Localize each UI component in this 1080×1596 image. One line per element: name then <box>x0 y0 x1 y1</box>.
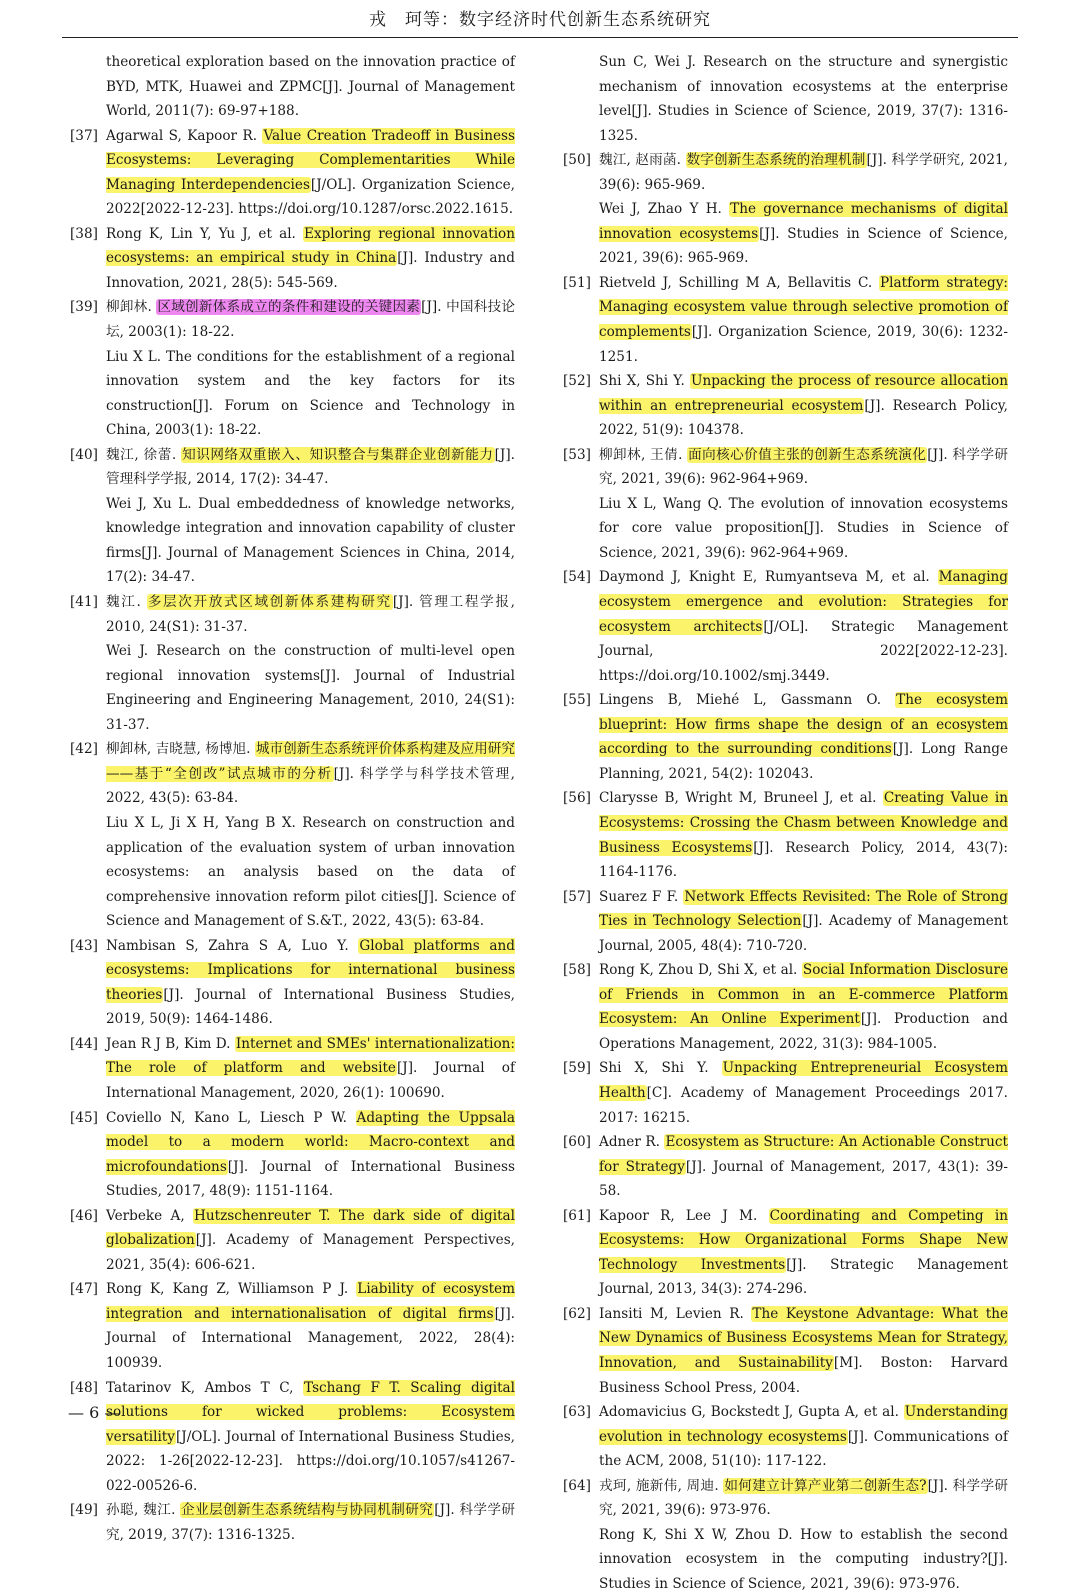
reference-number: [64] <box>563 1477 591 1494</box>
reference-segment: 魏江, 徐蕾. <box>106 446 182 463</box>
reference-entry <box>563 1204 1008 1302</box>
reference-text <box>599 688 1008 786</box>
reference-text <box>106 639 515 737</box>
reference-text <box>599 1400 1008 1474</box>
reference-entry <box>563 958 1008 1056</box>
reference-text <box>106 1376 515 1499</box>
reference-segment: Kapoor R, Lee J M. <box>599 1207 769 1224</box>
reference-translation <box>70 345 515 443</box>
reference-text <box>106 222 515 296</box>
highlighted-title: The Keystone Advantage: What the New Dynamics of Business Ecosystems Mean for Strategy, Innovation, and Sustainability <box>599 1305 1008 1371</box>
reference-text <box>106 1106 515 1204</box>
reference-segment: 孙聪, 魏江. <box>106 1502 181 1519</box>
reference-number: [48] <box>70 1379 98 1396</box>
reference-segment: Coviello N, Kano L, Liesch P W. <box>106 1109 356 1126</box>
reference-entry <box>70 124 515 222</box>
reference-text <box>106 934 515 1032</box>
reference-segment: [J]. Journal of International Business Studies, 2019, 50(9): 1464-1486. <box>106 986 515 1028</box>
highlighted-title: Platform strategy: Managing ecosystem value through selective promotion of complements <box>599 274 1009 341</box>
highlighted-title: Value Creation Tradeoff in Business Ecosystems: Leveraging Complementarities While Managing Interdependencies <box>106 127 515 193</box>
reference-segment: [M]. Boston: Harvard Business School Press, 2004. <box>599 1354 1009 1396</box>
highlighted-title: 企业层创新生态系统结构与协同机制研究 <box>181 1502 434 1519</box>
reference-entry <box>563 1302 1008 1400</box>
reference-text <box>106 50 515 124</box>
reference-entry <box>563 688 1008 786</box>
reference-segment: Suarez F F. <box>599 888 684 905</box>
reference-segment: Adomavicius G, Bockstedt J, Gupta A, et al. <box>599 1404 904 1421</box>
reference-entry <box>563 271 1008 369</box>
highlighted-title: Liability of ecosystem integration and internationalisation of digital firms <box>106 1281 515 1322</box>
reference-entry <box>70 1376 515 1499</box>
highlighted-title: Understanding evolution in technology ecosystems <box>599 1404 1008 1445</box>
reference-number: [37] <box>70 127 98 144</box>
reference-text <box>106 345 515 443</box>
reference-entry <box>563 443 1008 492</box>
highlighted-title: Unpacking Entrepreneurial Ecosystem Health <box>599 1060 1008 1101</box>
highlighted-title: 数字创新生态系统的治理机制 <box>686 152 866 169</box>
reference-text <box>599 1204 1008 1302</box>
reference-number: [51] <box>563 274 591 291</box>
reference-text <box>106 295 515 344</box>
reference-segment: Tatarinov K, Ambos T C, <box>106 1379 303 1396</box>
highlighted-title: Hutzschenreuter T. The dark side of digital globalization <box>106 1207 515 1249</box>
reference-number: [41] <box>70 594 98 611</box>
reference-entry <box>70 443 515 492</box>
highlighted-title: 面向核心价值主张的创新生态系统演化 <box>688 446 927 463</box>
reference-segment: Daymond J, Knight E, Rumyantseva M, et al. <box>599 569 938 586</box>
reference-number: [57] <box>563 888 591 905</box>
reference-entry <box>563 369 1008 443</box>
reference-segment: Liu X L, Wang Q. The evolution of innovation ecosystems for core value proposition[J]. Studies in Science of Science, 2021, 39(6): 962-964+969. <box>599 495 1008 561</box>
reference-segment: 柳卸林, 王倩. <box>599 446 688 463</box>
reference-text <box>599 50 1008 148</box>
reference-number: [55] <box>563 692 591 709</box>
reference-number: [63] <box>563 1404 591 1421</box>
header-rule <box>62 37 1018 38</box>
reference-entry <box>563 565 1008 688</box>
reference-entry <box>70 1204 515 1278</box>
page-number: — 6 — <box>68 1403 121 1422</box>
reference-segment: 柳卸林. <box>106 299 157 316</box>
reference-entry <box>563 1400 1008 1474</box>
highlighted-title: Creating Value in Ecosystems: Crossing the Chasm between Knowledge and Business Ecosystems <box>599 790 1008 856</box>
highlighted-title-pink: 区域创新体系成立的条件和建设的关键因素 <box>157 299 421 316</box>
reference-segment: [J/OL]. Strategic Management Journal, 2022[2022-12-23]. https://doi.org/10.1002/smj.3449. <box>599 618 1008 684</box>
reference-segment: 戎珂, 施新伟, 周迪. <box>599 1477 724 1494</box>
reference-segment: Lingens B, Miehé L, Gassmann O. <box>599 692 896 709</box>
reference-text <box>599 1523 1008 1596</box>
reference-segment: Agarwal S, Kapoor R. <box>106 127 263 144</box>
highlighted-title: 知识网络双重嵌入、知识整合与集群企业创新能力 <box>182 446 494 463</box>
reference-text <box>599 1056 1008 1130</box>
reference-segment: Liu X L. The conditions for the establishment of a regional innovation system and the key factors for its construction[J]. Forum on Science and Technology in China, 2003(1): 18-22. <box>106 348 515 439</box>
reference-number: [61] <box>563 1207 591 1224</box>
reference-segment: [J]. 科学学研究, 2019, 37(7): 1316-1325. <box>106 1502 515 1543</box>
reference-segment: [J]. 科学学与科学技术管理, 2022, 43(5): 63-84. <box>106 765 515 807</box>
reference-text <box>599 958 1008 1056</box>
reference-text <box>106 443 515 492</box>
highlighted-title: Ecosystem as Structure: An Actionable Construct for Strategy <box>599 1134 1009 1175</box>
reference-segment: [J]. 管理工程学报, 2010, 24(S1): 31-37. <box>106 594 515 635</box>
reference-entry <box>563 1474 1008 1523</box>
reference-text <box>106 492 515 590</box>
reference-segment: 魏江, 赵雨菡. <box>599 152 686 169</box>
highlighted-title: Internet and SMEs' internationalization: The role of platform and website <box>106 1035 516 1077</box>
reference-text <box>599 565 1008 688</box>
reference-number: [44] <box>70 1035 98 1052</box>
highlighted-title: The ecosystem blueprint: How firms shape the design of an ecosystem according to the surrounding conditions <box>599 692 1008 758</box>
highlighted-title: Managing ecosystem emergence and evolution: Strategies for ecosystem architects <box>599 569 1008 635</box>
reference-text <box>599 786 1008 884</box>
reference-text <box>106 1498 515 1547</box>
reference-entry <box>563 148 1008 197</box>
reference-translation <box>563 197 1008 271</box>
reference-text <box>106 124 515 222</box>
reference-translation <box>70 811 515 934</box>
highlighted-title: The governance mechanisms of digital innovation ecosystems <box>599 201 1008 242</box>
highlighted-title: Global platforms and ecosystems: Implications for international business theories <box>106 937 515 1003</box>
reference-entry <box>70 1032 515 1106</box>
reference-entry <box>70 1277 515 1375</box>
reference-segment: [J]. Research Policy, 2022, 51(9): 104378. <box>599 397 1009 439</box>
reference-number: [47] <box>70 1281 98 1298</box>
reference-number: [42] <box>70 741 98 758</box>
reference-segment: Verbeke A, <box>106 1207 194 1224</box>
reference-segment: [J]. Journal of International Management, 2020, 26(1): 100690. <box>106 1060 515 1101</box>
reference-segment: Rietveld J, Schilling M A, Bellavitis C. <box>599 274 880 291</box>
reference-text <box>106 1204 515 1278</box>
highlighted-title: Coordinating and Competing in Ecosystems: How Organizational Forms Shape New Technology Investments <box>599 1207 1009 1273</box>
reference-segment: [J]. Production and Operations Management, 2022, 31(3): 984-1005. <box>599 1011 1008 1052</box>
reference-number: [60] <box>563 1134 591 1151</box>
reference-entry <box>70 295 515 344</box>
reference-number: [49] <box>70 1502 98 1519</box>
reference-segment: [J]. Journal of International Management, 2022, 28(4): 100939. <box>106 1305 515 1371</box>
highlighted-title: 多层次开放式区域创新体系建构研究 <box>147 594 392 611</box>
reference-segment: Sun C, Wei J. Research on the structure and synergistic mechanism of innovation ecosystems at the enterprise level[J]. Studies in Science of Science, 2019, 37(7): 1316-1325. <box>599 54 1008 144</box>
highlighted-title: Tschang F T. Scaling digital solutions for wicked problems: Ecosystem versatility <box>106 1379 515 1445</box>
reference-text <box>106 1032 515 1106</box>
reference-number: [54] <box>563 569 591 586</box>
reference-text <box>106 737 515 811</box>
reference-segment: [J/OL]. Organization Science, 2022[2022-12-23]. https://doi.org/10.1287/orsc.2022.1615. <box>106 176 515 218</box>
reference-translation <box>70 492 515 590</box>
reference-text <box>106 590 515 639</box>
reference-segment: Rong K, Kang Z, Williamson P J. <box>106 1281 357 1298</box>
highlighted-title: Unpacking the process of resource allocation within an entrepreneurial ecosystem <box>599 373 1008 414</box>
reference-text <box>599 271 1008 369</box>
reference-number: [59] <box>563 1060 591 1077</box>
reference-segment: Nambisan S, Zahra S A, Luo Y. <box>106 937 359 954</box>
reference-number: [40] <box>70 446 98 463</box>
reference-entry <box>70 222 515 296</box>
reference-entry <box>70 1106 515 1204</box>
reference-segment: [J]. 科学学研究, 2021, 39(6): 965-969. <box>599 152 1008 193</box>
highlighted-title: Social Information Disclosure of Friends in Common in an E-commerce Platform Ecosystem: An Online Experiment <box>599 962 1008 1028</box>
highlighted-title: 如何建立计算产业第二创新生态? <box>724 1477 927 1494</box>
reference-segment: Wei J, Zhao Y H. <box>599 201 730 218</box>
reference-segment: Shi X, Shi Y. <box>599 373 690 390</box>
reference-text <box>106 811 515 934</box>
reference-translation <box>563 1523 1008 1596</box>
reference-segment: [J]. Industry and Innovation, 2021, 28(5): 545-569. <box>106 250 515 291</box>
reference-number: [39] <box>70 299 98 316</box>
reference-text <box>599 1302 1008 1400</box>
reference-number: [38] <box>70 225 98 242</box>
reference-segment: Wei J, Xu L. Dual embeddedness of knowledge networks, knowledge integration and innovation capability of cluster firms[J]. Journal of Management Sciences in China, 2014, 17(2): 34-47. <box>106 495 515 586</box>
reference-segment: Iansiti M, Levien R. <box>599 1305 752 1322</box>
reference-segment: theoretical exploration based on the innovation practice of BYD, MTK, Huawei and ZPMC[J]. Journal of Management World, 2011(7): 69-97+188. <box>106 54 515 120</box>
reference-segment: Rong K, Shi X W, Zhou D. How to establish the second innovation ecosystem in the computing industry?[J]. Studies in Science of Science, 2021, 39(6): 973-976. <box>599 1526 1008 1592</box>
running-header: 戎 珂等：数字经济时代创新生态系统研究 <box>369 10 711 30</box>
reference-number: [56] <box>563 790 591 807</box>
reference-segment: Shi X, Shi Y. <box>599 1060 722 1077</box>
reference-segment: [J]. 科学学研究, 2021, 39(6): 962-964+969. <box>599 446 1009 488</box>
reference-segment: [J]. Strategic Management Journal, 2013, 34(3): 274-296. <box>599 1256 1009 1298</box>
highlighted-title: Network Effects Revisited: The Role of Strong Ties in Technology Selection <box>599 888 1008 930</box>
reference-entry <box>563 1056 1008 1130</box>
reference-number: [43] <box>70 937 98 954</box>
reference-text <box>599 1130 1008 1204</box>
right-column <box>563 50 1008 1596</box>
reference-segment: [J]. Organization Science, 2019, 30(6): 1232-1251. <box>599 324 1008 365</box>
reference-number: [58] <box>563 962 591 979</box>
reference-segment: [J]. 科学学研究, 2021, 39(6): 973-976. <box>599 1477 1008 1519</box>
reference-segment: [J]. Journal of International Business Studies, 2017, 48(9): 1151-1164. <box>106 1158 515 1200</box>
reference-segment: [J]. 中国科技论坛, 2003(1): 18-22. <box>106 299 515 341</box>
reference-number: [50] <box>563 152 591 169</box>
reference-translation <box>563 50 1008 148</box>
reference-segment: Rong K, Zhou D, Shi X, et al. <box>599 962 802 979</box>
reference-segment: [J/OL]. Journal of International Business Studies, 2022: 1-26[2022-12-23]. https://doi.org/10.1057/s41267-022-00526-6. <box>106 1428 515 1494</box>
reference-number: [52] <box>563 373 591 390</box>
reference-segment: Adner R. <box>599 1134 665 1151</box>
reference-segment: [J]. Studies in Science of Science, 2021, 39(6): 965-969. <box>599 225 1008 267</box>
reference-text <box>106 1277 515 1375</box>
reference-segment: Clarysse B, Wright M, Bruneel J, et al. <box>599 790 883 807</box>
reference-segment: 魏江. <box>106 594 147 611</box>
reference-segment: [J]. Long Range Planning, 2021, 54(2): 102043. <box>599 741 1009 782</box>
highlighted-title: Adapting the Uppsala model to a modern world: Macro-context and microfoundations <box>106 1109 515 1175</box>
reference-entry <box>563 885 1008 959</box>
reference-translation <box>70 50 515 124</box>
reference-entry <box>70 1498 515 1547</box>
reference-segment: [J]. 管理科学学报, 2014, 17(2): 34-47. <box>106 446 515 488</box>
reference-text <box>599 148 1008 197</box>
reference-number: [62] <box>563 1305 591 1322</box>
reference-segment: [J]. Communications of the ACM, 2008, 51(10): 117-122. <box>599 1428 1009 1470</box>
reference-segment: [J]. Journal of Management, 2017, 43(1): 39-58. <box>599 1158 1009 1200</box>
reference-segment: [C]. Academy of Management Proceedings 2017. 2017: 16215. <box>599 1084 1008 1126</box>
reference-segment: Jean R J B, Kim D. <box>106 1035 235 1052</box>
reference-translation <box>70 639 515 737</box>
reference-text <box>599 443 1008 492</box>
reference-entry <box>563 1130 1008 1204</box>
reference-segment: [J]. Academy of Management Journal, 2005, 48(4): 710-720. <box>599 913 1008 954</box>
reference-segment: Rong K, Lin Y, Yu J, et al. <box>106 225 304 242</box>
reference-segment: Wei J. Research on the construction of multi-level open regional innovation systems[J]. Journal of Industrial Engineering and Engineering Management, 2010, 24(S1): 31-37. <box>106 643 515 733</box>
reference-text <box>599 197 1008 271</box>
reference-translation <box>563 492 1008 566</box>
reference-text <box>599 492 1008 566</box>
reference-entry <box>70 934 515 1032</box>
reference-entry <box>70 590 515 639</box>
reference-text <box>599 885 1008 959</box>
left-column <box>70 50 515 1547</box>
reference-number: [45] <box>70 1109 98 1126</box>
reference-segment: [J]. Research Policy, 2014, 43(7): 1164-1176. <box>599 839 1009 881</box>
reference-number: [53] <box>563 446 591 463</box>
reference-text <box>599 1474 1008 1523</box>
reference-text <box>599 369 1008 443</box>
reference-segment: [J]. Academy of Management Perspectives, 2021, 35(4): 606-621. <box>106 1232 515 1273</box>
reference-entry <box>70 737 515 811</box>
reference-segment: 柳卸林, 吉晓慧, 杨博旭. <box>106 741 255 758</box>
reference-number: [46] <box>70 1207 98 1224</box>
reference-segment: Liu X L, Ji X H, Yang B X. Research on construction and application of the evaluation system of urban innovation ecosystems: an analysis based on the data of comprehensive innovation reform pilot cities[J]. Science of Science and Management of S.&T., 2022, 43(5): 63-84. <box>106 814 515 930</box>
reference-entry <box>563 786 1008 884</box>
highlighted-title: 城市创新生态系统评价体系构建及应用研究——基于“全创改”试点城市的分析 <box>106 741 516 782</box>
highlighted-title: Exploring regional innovation ecosystems: an empirical study in China <box>106 225 515 267</box>
